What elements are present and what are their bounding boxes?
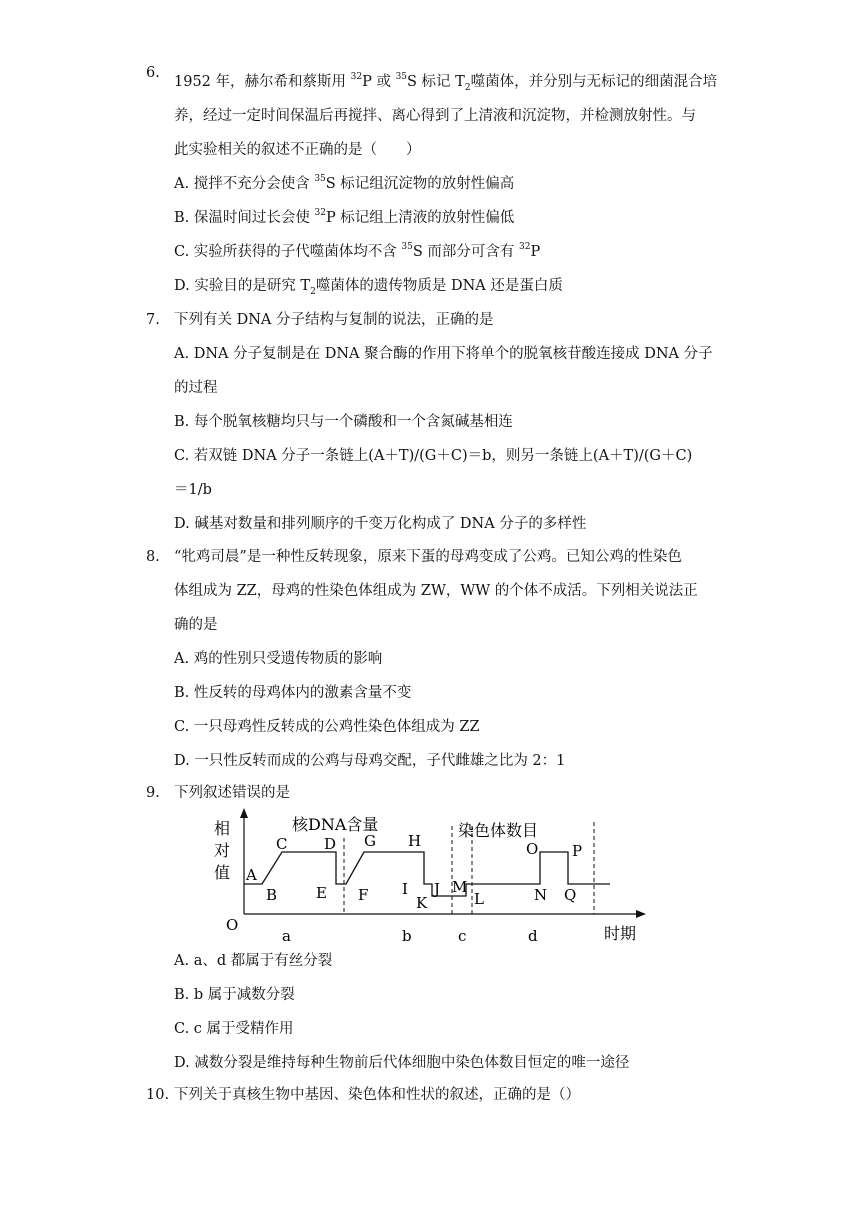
point-label-p: P <box>572 842 583 860</box>
point-label-m: M <box>452 878 468 896</box>
q7-options <box>174 337 713 541</box>
question-number: 7. <box>146 312 160 328</box>
q9-stem: 下列叙述错误的是 <box>174 785 290 801</box>
q6-options <box>174 167 563 303</box>
q7-option-d[interactable]: D. 碱基对数量和排列顺序的千变万化构成了 DNA 分子的多样性 <box>174 516 587 532</box>
q7-option-c-cont: ＝1/b <box>174 482 212 498</box>
point-label-d: D <box>324 835 337 853</box>
period-label-c: c <box>458 927 467 945</box>
y-axis-label-3: 值 <box>214 863 231 882</box>
q6-option-c[interactable]: C. 实验所获得的子代噬菌体均不含 $^{35}$S 而部分可含有 $^{32}$P <box>174 242 541 260</box>
point-label-j: J <box>434 880 441 898</box>
q7-option-a[interactable]: A. DNA 分子复制是在 DNA 聚合酶的作用下将单个的脱氧核苷酸连接成 DNA 分子 <box>174 346 713 362</box>
q6-stem-line-1: 1952 年，赫尔希和蔡斯用 $^{32}$P 或 $^{35}$S 标记 $T_2$噬菌体，并分别与无标记的细菌混合培 <box>174 72 718 93</box>
point-label-q: Q <box>564 886 577 904</box>
point-label-l: L <box>474 890 484 908</box>
y-axis-label-1: 相 <box>214 819 231 838</box>
q7-stem: 下列有关 DNA 分子结构与复制的说法，正确的是 <box>174 312 494 328</box>
question-number: 6. <box>146 65 160 81</box>
point-label-k: K <box>416 894 428 912</box>
q8-stem-line-1: “牝鸡司晨”是一种性反转现象，原来下蛋的母鸡变成了公鸡。已知公鸡的性染色 <box>174 549 682 565</box>
point-label-h: H <box>408 832 422 850</box>
question-8 <box>146 540 698 642</box>
period-label-a: a <box>282 927 291 945</box>
q8-options <box>174 642 565 778</box>
point-label-a: A <box>246 866 257 884</box>
origin-label: O <box>226 916 239 934</box>
question-7 <box>146 303 494 337</box>
q6-option-b[interactable]: B. 保温时间过长会使 $^{32}$P 标记组上清液的放射性偏低 <box>174 208 515 226</box>
x-axis-arrow <box>636 910 646 918</box>
period-label-d: d <box>528 927 538 945</box>
q7-option-b[interactable]: B. 每个脱氧核糖均只与一个磷酸和一个含氮碱基相连 <box>174 414 513 430</box>
q9-option-b[interactable]: B. b 属于减数分裂 <box>174 987 295 1003</box>
q9-options <box>174 944 629 1080</box>
q6-stem-line-3: 此实验相关的叙述不正确的是（ ） <box>174 142 421 158</box>
q8-option-a[interactable]: A. 鸡的性别只受遗传物质的影响 <box>174 651 383 667</box>
q10-stem: 下列关于真核生物中基因、染色体和性状的叙述，正确的是（） <box>174 1087 580 1103</box>
q6-stem-line-2: 养，经过一定时间保温后再搅拌、离心得到了上清液和沉淀物，并检测放射性。与 <box>174 108 696 124</box>
point-label-c: C <box>276 835 288 853</box>
question-number: 8. <box>146 549 160 565</box>
period-label-b: b <box>402 927 412 945</box>
point-label-b: B <box>266 886 278 904</box>
q9-option-d[interactable]: D. 减数分裂是维持每种生物前后代体细胞中染色体数目恒定的唯一途径 <box>174 1055 630 1071</box>
q7-option-c[interactable]: C. 若双链 DNA 分子一条链上(A＋T)/(G＋C)＝b，则另一条链上(A＋T)/(G＋C) <box>174 448 693 464</box>
q9-option-a[interactable]: A. a、d 都属于有丝分裂 <box>174 953 333 969</box>
question-number: 10. <box>146 1087 170 1103</box>
q6-option-a[interactable]: A. 搅拌不充分会使含 $^{35}$S 标记组沉淀物的放射性偏高 <box>174 174 515 192</box>
q9-option-c[interactable]: C. c 属于受精作用 <box>174 1021 294 1037</box>
q8-option-b[interactable]: B. 性反转的母鸡体内的激素含量不变 <box>174 685 412 701</box>
y-axis-label-2: 对 <box>214 841 231 860</box>
point-label-e: E <box>316 884 327 902</box>
chromosome-number-label: 染色体数目 <box>458 821 539 840</box>
question-9 <box>146 776 290 810</box>
q8-stem-line-3: 确的是 <box>174 617 218 633</box>
question-6 <box>146 65 718 167</box>
q6-option-d[interactable]: D. 实验目的是研究 $T_2$噬菌体的遗传物质是 DNA 还是蛋白质 <box>174 278 563 297</box>
q9-figure <box>200 806 660 952</box>
q8-option-d[interactable]: D. 一只性反转而成的公鸡与母鸡交配，子代雌雄之比为 2：1 <box>174 753 566 769</box>
x-axis-label: 时期 <box>604 924 637 943</box>
q8-stem-line-2: 体组成为 ZZ，母鸡的性染色体组成为 ZW，WW 的个体不成活。下列相关说法正 <box>174 583 698 599</box>
question-10 <box>146 1078 580 1112</box>
point-label-g: G <box>364 832 376 850</box>
point-label-i: I <box>402 880 408 898</box>
q8-option-c[interactable]: C. 一只母鸡性反转成的公鸡性染色体组成为 ZZ <box>174 719 480 735</box>
point-label-n: N <box>534 886 548 904</box>
question-number: 9. <box>146 785 160 801</box>
y-axis-arrow <box>240 808 248 818</box>
dna-content-label: 核DNA含量 <box>292 815 379 834</box>
point-label-o: O <box>526 840 539 858</box>
q7-option-a-cont: 的过程 <box>174 380 218 396</box>
point-label-f: F <box>358 886 369 904</box>
